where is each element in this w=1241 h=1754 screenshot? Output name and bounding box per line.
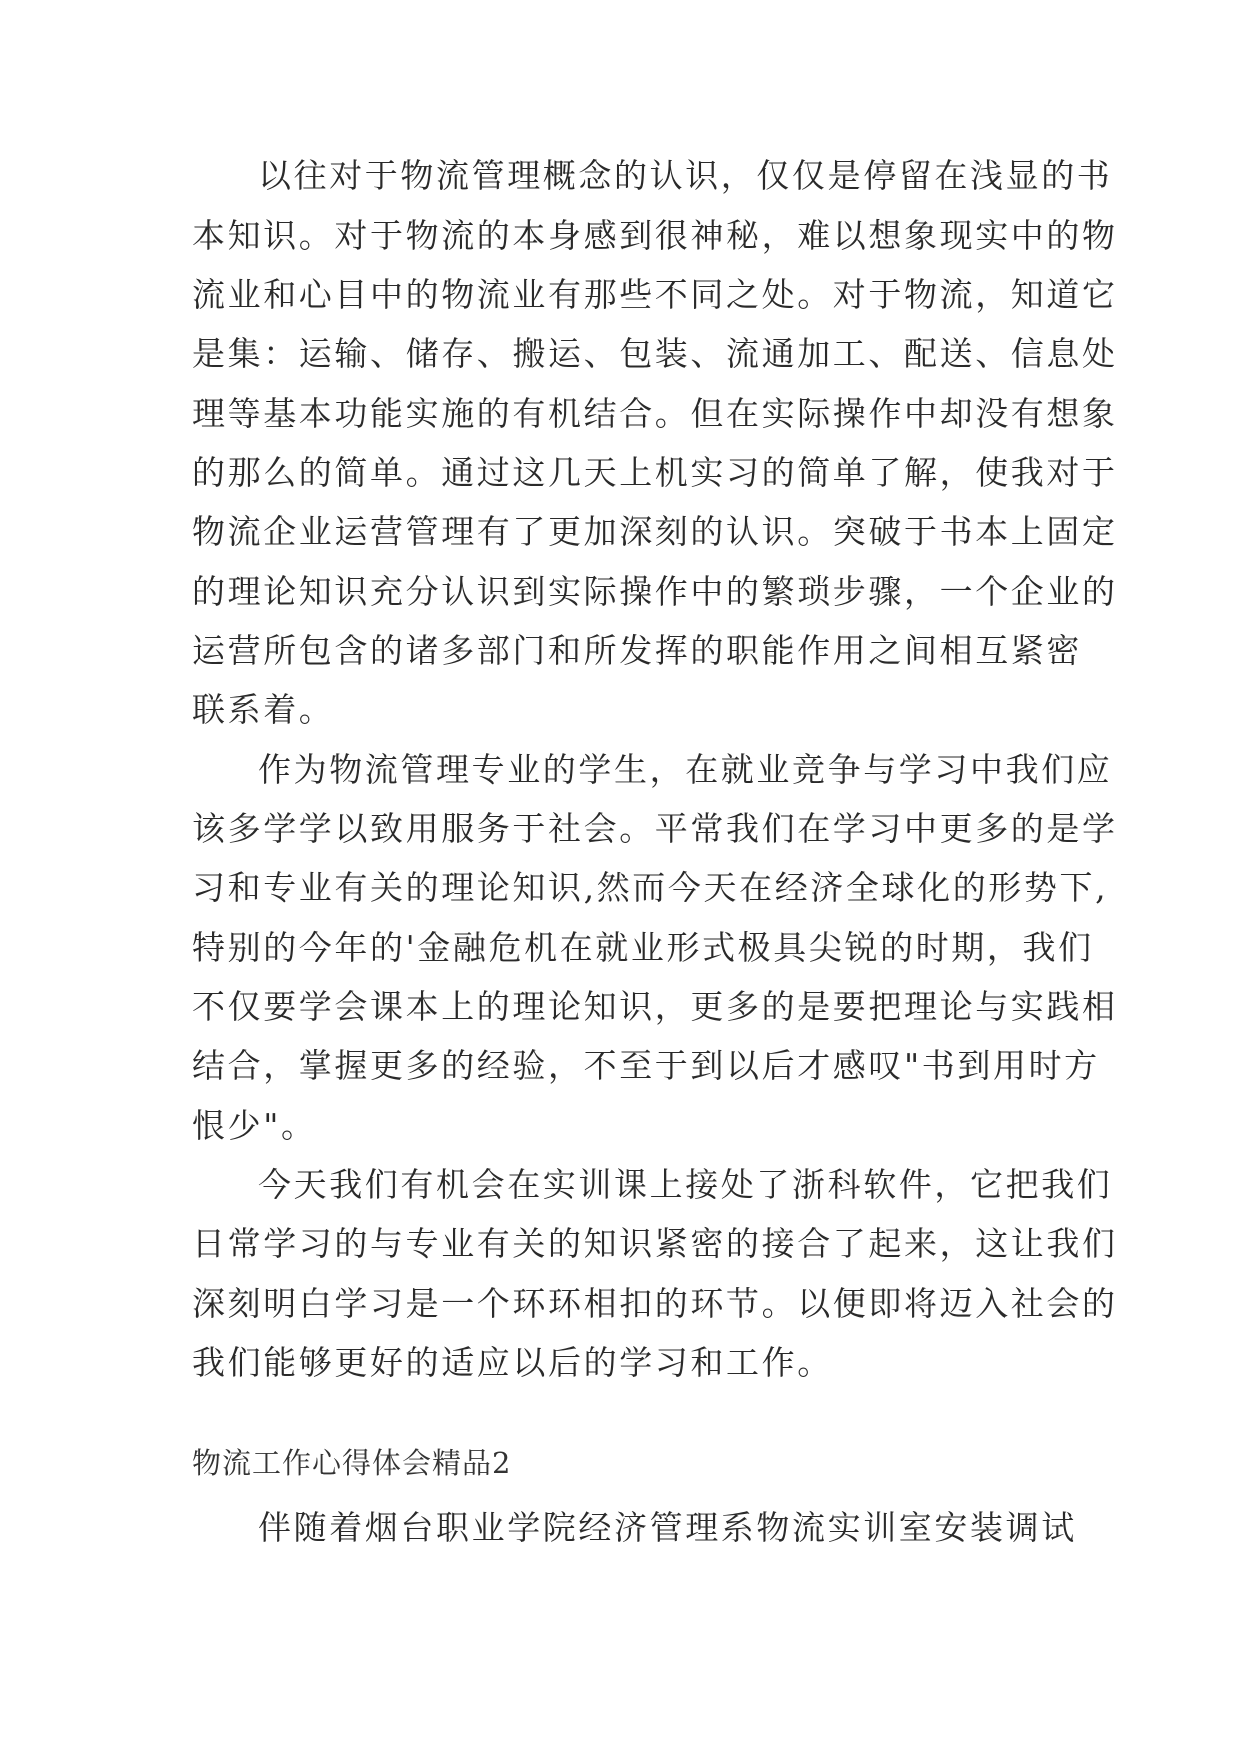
- paragraph-line: 我们能够更好的适应以后的学习和工作。: [192, 1343, 833, 1382]
- paragraph-line: 是集：运输、储存、搬运、包装、流通加工、配送、信息处: [192, 334, 1118, 373]
- paragraph-line: 日常学习的与专业有关的知识紧密的接合了起来，这让我们: [192, 1224, 1118, 1263]
- paragraph-line: 深刻明白学习是一个环环相扣的环节。以便即将迈入社会的: [192, 1284, 1118, 1323]
- paragraph-line: 恨少"。: [192, 1106, 317, 1145]
- paragraph-line: 该多学学以致用服务于社会。平常我们在学习中更多的是学: [192, 809, 1118, 848]
- paragraph-line: 以往对于物流管理概念的认识，仅仅是停留在浅显的书: [258, 156, 1113, 195]
- paragraph-line: 作为物流管理专业的学生，在就业竞争与学习中我们应: [258, 750, 1113, 789]
- paragraph-line: 今天我们有机会在实训课上接处了浙科软件，它把我们: [258, 1165, 1113, 1204]
- paragraph-line: 本知识。对于物流的本身感到很神秘，难以想象现实中的物: [192, 216, 1118, 255]
- paragraph-line: 伴随着烟台职业学院经济管理系物流实训室安装调试: [258, 1508, 1077, 1547]
- paragraph-line: 运营所包含的诸多部门和所发挥的职能作用之间相互紧密: [192, 631, 1082, 670]
- paragraph-line: 结合，掌握更多的经验，不至于到以后才感叹"书到用时方: [192, 1046, 1100, 1085]
- section-heading: 物流工作心得体会精品2: [192, 1446, 512, 1480]
- paragraph-line: 理等基本功能实施的有机结合。但在实际操作中却没有想象: [192, 394, 1118, 433]
- paragraph-line: 不仅要学会课本上的理论知识，更多的是要把理论与实践相: [192, 987, 1118, 1026]
- paragraph-line: 的理论知识充分认识到实际操作中的繁琐步骤，一个企业的: [192, 572, 1118, 611]
- paragraph-line: 习和专业有关的理论知识,然而今天在经济全球化的形势下,: [192, 868, 1109, 907]
- paragraph-line: 的那么的简单。通过这几天上机实习的简单了解，使我对于: [192, 453, 1118, 492]
- paragraph-line: 联系着。: [192, 690, 335, 729]
- paragraph-line: 特别的今年的'金融危机在就业形式极具尖锐的时期，我们: [192, 928, 1094, 967]
- paragraph-line: 流业和心目中的物流业有那些不同之处。对于物流，知道它: [192, 275, 1118, 314]
- paragraph-line: 物流企业运营管理有了更加深刻的认识。突破于书本上固定: [192, 512, 1118, 551]
